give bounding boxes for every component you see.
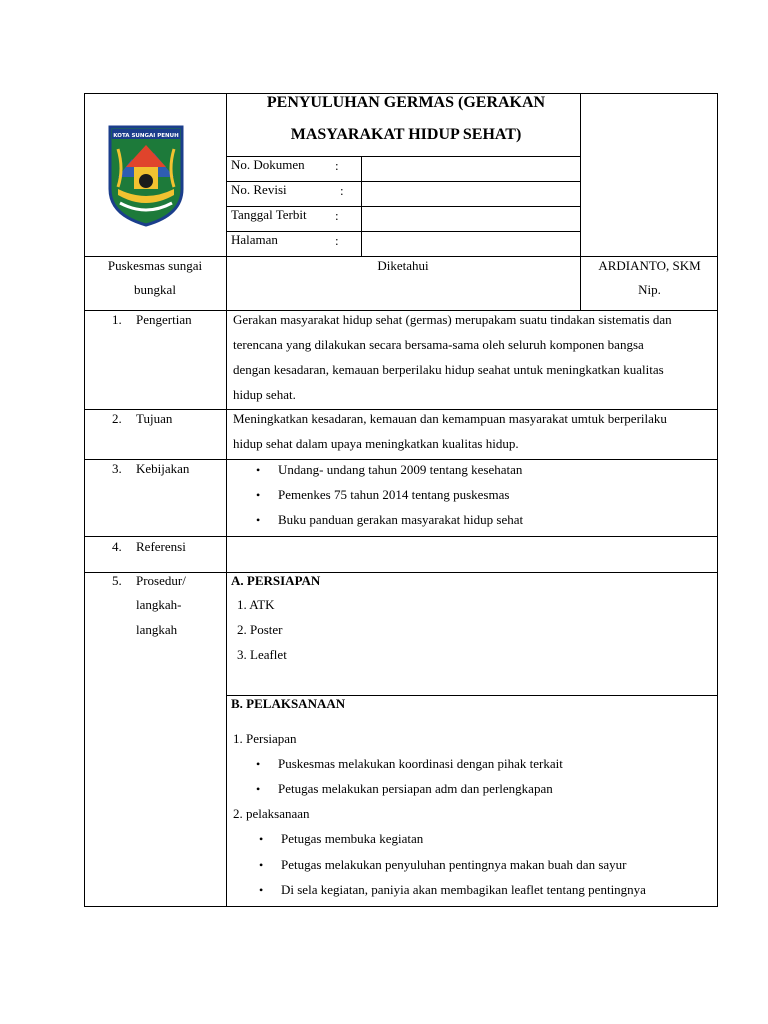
field-no-revisi-sep: : (340, 183, 344, 198)
approver-name: ARDIANTO, SKM (598, 258, 701, 273)
section-5-title-line: langkah- (136, 597, 182, 612)
field-no-revisi-label: No. Revisi (231, 182, 287, 197)
city-emblem-logo (104, 119, 188, 229)
field-halaman-label: Halaman (231, 232, 278, 247)
field-halaman-sep: : (335, 233, 339, 248)
persiapan-item: 3. Leaflet (237, 647, 287, 662)
policy-bullet-item: • Buku panduan gerakan masyarakat hidup sehat (278, 512, 523, 528)
section-4-title: Referensi (136, 539, 186, 554)
section-1-number: 1. (112, 312, 122, 327)
pelaksanaan-sub-heading-1: 1. Persiapan (233, 731, 297, 746)
line-header-bottom (84, 256, 718, 257)
border-left (84, 93, 85, 907)
pelaksanaan-bullet-item: • Petugas membuka kegiatan (281, 831, 423, 847)
approver-nip: Nip. (638, 282, 661, 297)
logo-banner-text: KOTA SUNGAI PENUH (113, 133, 179, 139)
line-section-3-bottom (84, 536, 718, 537)
sop-document (84, 93, 718, 907)
field-no-dokumen-sep: : (335, 158, 339, 173)
line-section-1-bottom (84, 409, 718, 410)
section-1-text-line: hidup sehat. (233, 387, 296, 402)
policy-bullet-item: • Pemenkes 75 tahun 2014 tentang puskesmas (278, 487, 509, 503)
section-1-text-line: terencana yang dilakukan secara bersama-sama oleh seluruh komponen bangsa (233, 337, 644, 352)
section-1-text-line: dengan kesadaran, kemauan berperilaku hidup seahat untuk meningkatkan kualitas (233, 362, 664, 377)
pelaksanaan-bullet-item: • Petugas melakukan penyuluhan pentingnya makan buah dan sayur (281, 857, 627, 873)
persiapan-item: 2. Poster (237, 622, 283, 637)
section-2-text-line: Meningkatkan kesadaran, kemauan dan kemampuan masyarakat umtuk berperilaku (233, 411, 667, 426)
section-1-text-line: Gerakan masyarakat hidup sehat (germas) merupakam suatu tindakan sistematis dan (233, 312, 672, 327)
line-field-3 (226, 231, 581, 232)
section-5-title-line: langkah (136, 622, 178, 637)
field-tanggal-terbit-sep: : (335, 208, 339, 223)
policy-bullet-item: • Undang- undang tahun 2009 tentang kesehatan (278, 462, 522, 478)
line-section-2-bottom (84, 459, 718, 460)
pelaksanaan-bullet-item: • Petugas melakukan persiapan adm dan perlengkapan (278, 781, 553, 797)
pelaksanaan-bullet-item: • Puskesmas melakukan koordinasi dengan pihak terkait (278, 756, 563, 772)
section-4-number: 4. (112, 539, 122, 554)
known-label: Diketahui (377, 258, 429, 273)
line-approval-bottom (84, 310, 718, 311)
unit-name-line-1: Puskesmas sungai (107, 258, 203, 273)
document-title-line-1: PENYULUHAN GERMAS (GERAKAN (266, 94, 546, 111)
pelaksanaan-heading: B. PELAKSANAAN (231, 696, 346, 711)
field-no-dokumen-label: No. Dokumen (231, 157, 305, 172)
section-5-number: 5. (112, 573, 122, 588)
pelaksanaan-sub-heading-2: 2. pelaksanaan (233, 806, 310, 821)
pelaksanaan-bullet-item: • Di sela kegiatan, paniyia akan membagikan leaflet tentang pentingnya (281, 882, 646, 898)
section-2-title: Tujuan (136, 411, 173, 426)
border-bottom (84, 906, 718, 907)
section-2-text-line: hidup sehat dalam upaya meningkatkan kualitas hidup. (233, 436, 519, 451)
section-2-number: 2. (112, 411, 122, 426)
section-5-title-line: Prosedur/ (136, 573, 186, 588)
section-1-title: Pengertian (136, 312, 192, 327)
unit-name-line-2: bungkal (134, 282, 176, 297)
persiapan-heading: A. PERSIAPAN (231, 573, 321, 588)
section-3-number: 3. (112, 461, 122, 476)
section-3-title: Kebijakan (136, 461, 190, 476)
field-tanggal-terbit-label: Tanggal Terbit (231, 207, 307, 222)
document-title-line-2: MASYARAKAT HIDUP SEHAT) (290, 126, 522, 143)
divider-left-column (226, 93, 227, 907)
border-right (717, 93, 718, 907)
persiapan-item: 1. ATK (237, 597, 275, 612)
